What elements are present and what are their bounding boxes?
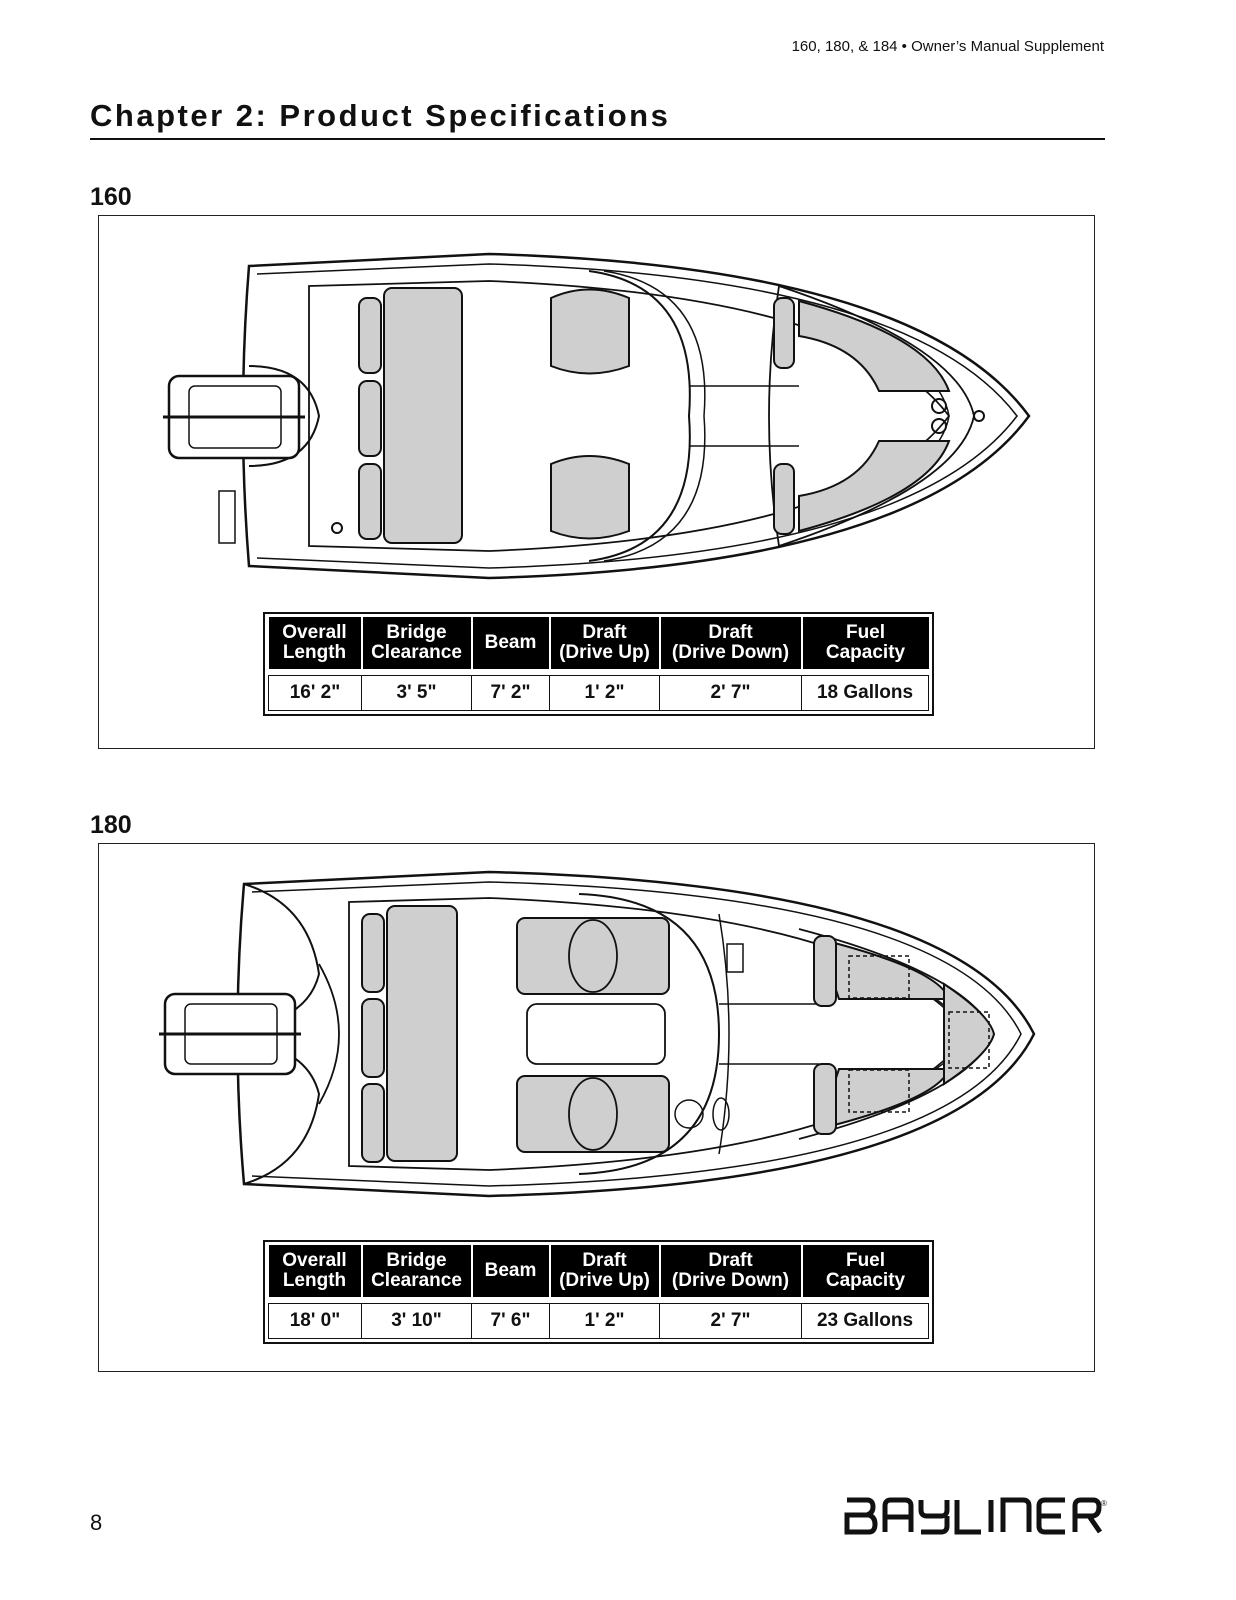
cell-bridge-clearance: 3' 5" [362,676,472,711]
col-draft-drive-up [550,1245,660,1297]
col-label: Draft (Drive Up) [559,1250,650,1291]
col-label: Draft (Drive Up) [559,622,650,663]
col-label: Beam [484,632,537,653]
spec-value-row [269,676,929,711]
cell-beam: 7' 2" [472,676,550,711]
chapter-title: Chapter 2: Product Specifications [90,98,671,133]
running-head: 160, 180, & 184 • Owner’s Manual Supplement [791,38,1104,55]
spec-table-frame-160 [263,612,934,716]
cell-fuel-capacity: 18 Gallons [802,676,929,711]
cell-beam: 7' 6" [472,1304,550,1339]
spec-table-frame-180 [263,1240,934,1344]
col-bridge-clearance [362,617,472,669]
cell-draft-drive-down: 2' 7" [660,1304,802,1339]
page-number: 8 [90,1510,103,1535]
col-label: Bridge Clearance [371,622,462,663]
spec-value-row [269,1304,929,1339]
col-label: Fuel Capacity [825,1250,906,1291]
spec-table-180 [268,1245,929,1339]
boat-diagram-180 [159,854,1039,1224]
col-fuel-capacity [802,1245,929,1297]
model-panel-180 [98,843,1095,1372]
col-overall-length [269,1245,362,1297]
col-label: Draft (Drive Down) [671,622,790,663]
boat-diagram-160 [159,226,1039,596]
bayliner-logo [843,1496,1105,1536]
spec-table-160 [268,617,929,711]
col-fuel-capacity [802,617,929,669]
title-rule [90,138,1105,140]
col-beam [472,1245,550,1297]
col-label: Overall Length [282,1250,347,1291]
svg-text:®: ® [1101,1499,1107,1508]
col-label: Bridge Clearance [371,1250,462,1291]
cell-overall-length: 16' 2" [269,676,362,711]
col-overall-length [269,617,362,669]
cell-draft-drive-up: 1' 2" [550,1304,660,1339]
col-label: Fuel Capacity [825,622,906,663]
model-panel-160 [98,215,1095,749]
spec-header-row [269,617,929,669]
model-heading-180: 180 [90,811,132,839]
model-heading-160: 160 [90,183,132,211]
col-bridge-clearance [362,1245,472,1297]
col-beam [472,617,550,669]
col-label: Draft (Drive Down) [671,1250,790,1291]
spec-header-row [269,1245,929,1297]
cell-fuel-capacity: 23 Gallons [802,1304,929,1339]
col-draft-drive-down [660,1245,802,1297]
col-label: Beam [484,1260,537,1281]
cell-bridge-clearance: 3' 10" [362,1304,472,1339]
cell-draft-drive-down: 2' 7" [660,676,802,711]
cell-overall-length: 18' 0" [269,1304,362,1339]
col-label: Overall Length [282,622,347,663]
col-draft-drive-up [550,617,660,669]
col-draft-drive-down [660,617,802,669]
cell-draft-drive-up: 1' 2" [550,676,660,711]
